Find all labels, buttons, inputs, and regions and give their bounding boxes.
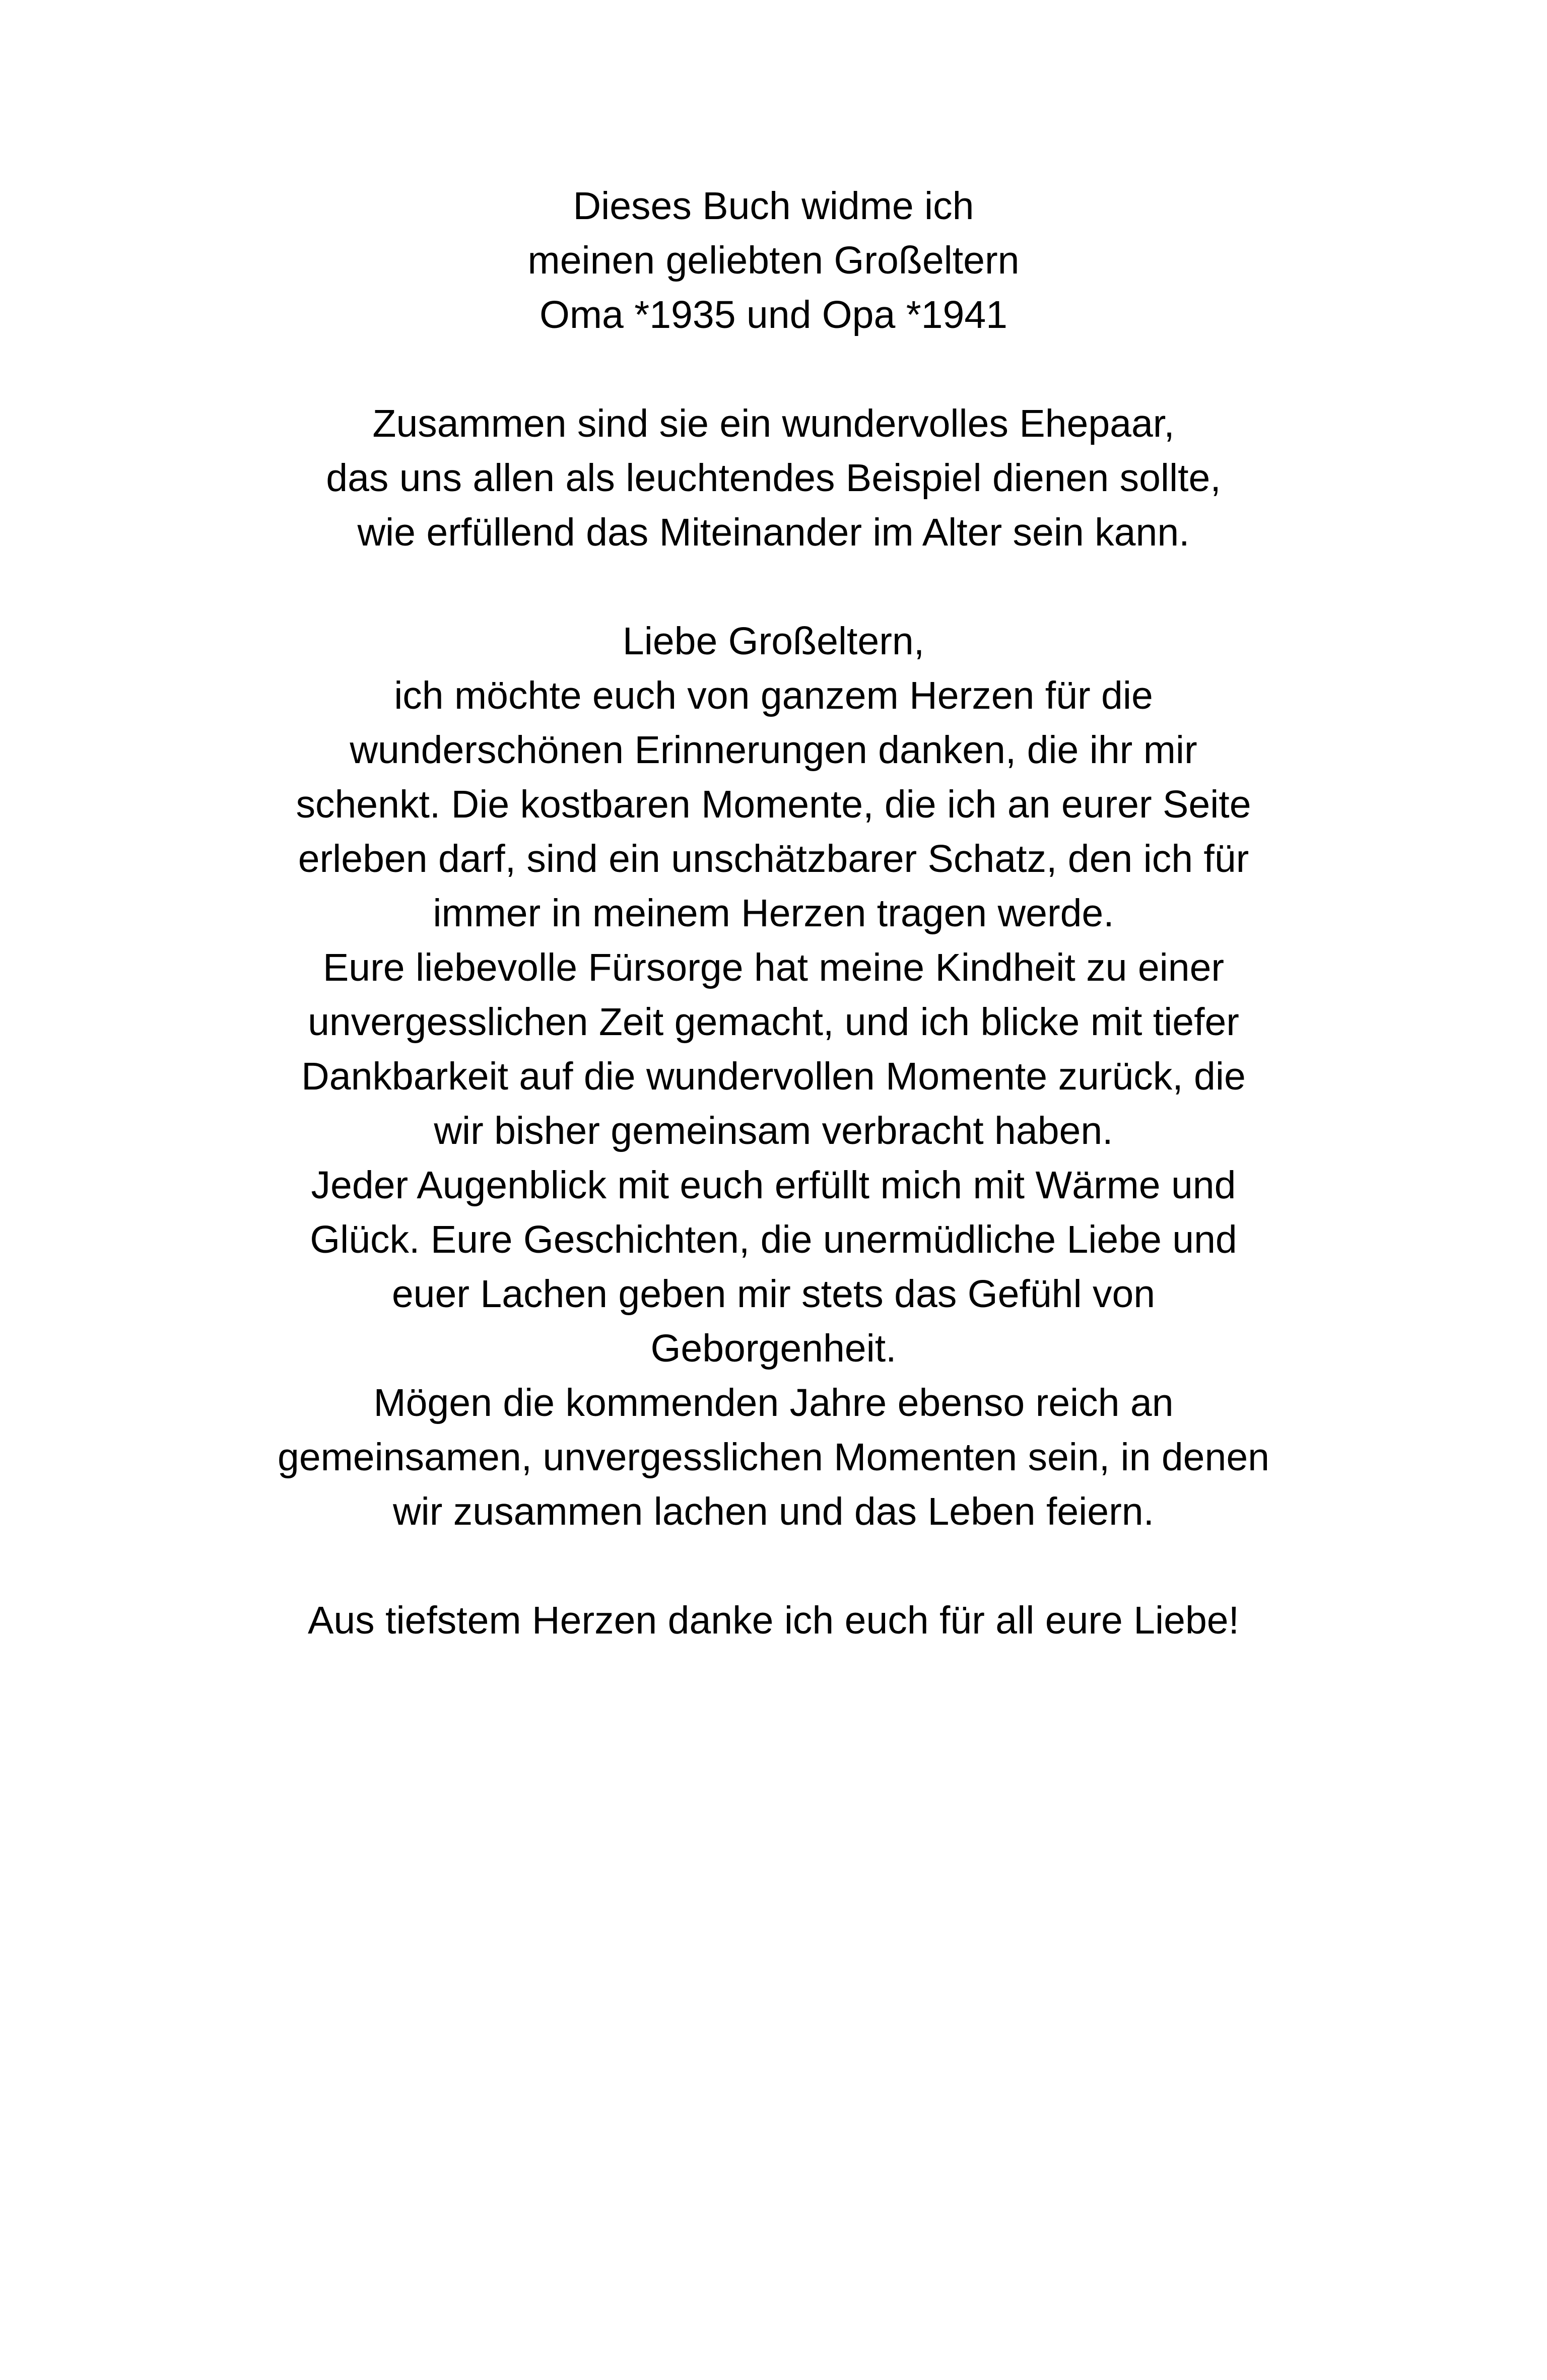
intro-line-3: Oma *1935 und Opa *1941 [540, 293, 1007, 336]
letter-line-16: wir zusammen lachen und das Leben feiern. [393, 1490, 1154, 1533]
letter-line-5: immer in meinem Herzen tragen werde. [433, 892, 1114, 935]
letter-line-12: euer Lachen geben mir stets das Gefühl von [391, 1272, 1156, 1316]
letter-line-7: unvergesslichen Zeit gemacht, und ich blicke mit tiefer [308, 1000, 1239, 1044]
letter-salutation: Liebe Großeltern, [622, 620, 925, 663]
paragraph-spacer [0, 1539, 1547, 1593]
letter-line-1: ich möchte euch von ganzem Herzen für die [394, 674, 1153, 717]
dedication-text [0, 179, 1547, 1648]
letter-line-13: Geborgenheit. [650, 1327, 897, 1370]
letter-line-6: Eure liebevolle Fürsorge hat meine Kindheit zu einer [322, 946, 1225, 989]
letter-line-3: schenkt. Die kostbaren Momente, die ich an eurer Seite [296, 783, 1251, 826]
letter-line-11: Glück. Eure Geschichten, die unermüdliche Liebe und [310, 1218, 1237, 1261]
couple-line-1: Zusammen sind sie ein wundervolles Ehepaar, [372, 402, 1175, 445]
letter-line-4: erleben darf, sind ein unschätzbarer Schatz, den ich für [298, 837, 1249, 880]
letter-line-9: wir bisher gemeinsam verbracht haben. [434, 1109, 1113, 1152]
paragraph-spacer [0, 342, 1547, 396]
letter-line-15: gemeinsamen, unvergesslichen Momenten sein, in denen [278, 1436, 1269, 1479]
letter-line-2: wunderschönen Erinnerungen danken, die ihr mir [350, 728, 1197, 772]
closing-line: Aus tiefstem Herzen danke ich euch für all eure Liebe! [307, 1599, 1239, 1642]
couple-line-2: das uns allen als leuchtendes Beispiel dienen sollte, [326, 456, 1221, 500]
letter-line-10: Jeder Augenblick mit euch erfüllt mich mit Wärme und [311, 1164, 1236, 1207]
letter-line-14: Mögen die kommenden Jahre ebenso reich an [373, 1381, 1174, 1424]
letter-line-8: Dankbarkeit auf die wundervollen Momente zurück, die [301, 1055, 1246, 1098]
intro-line-2: meinen geliebten Großeltern [527, 239, 1020, 282]
couple-line-3: wie erfüllend das Miteinander im Alter sein kann. [357, 511, 1190, 554]
intro-line-1: Dieses Buch widme ich [573, 184, 974, 228]
paragraph-spacer [0, 560, 1547, 614]
